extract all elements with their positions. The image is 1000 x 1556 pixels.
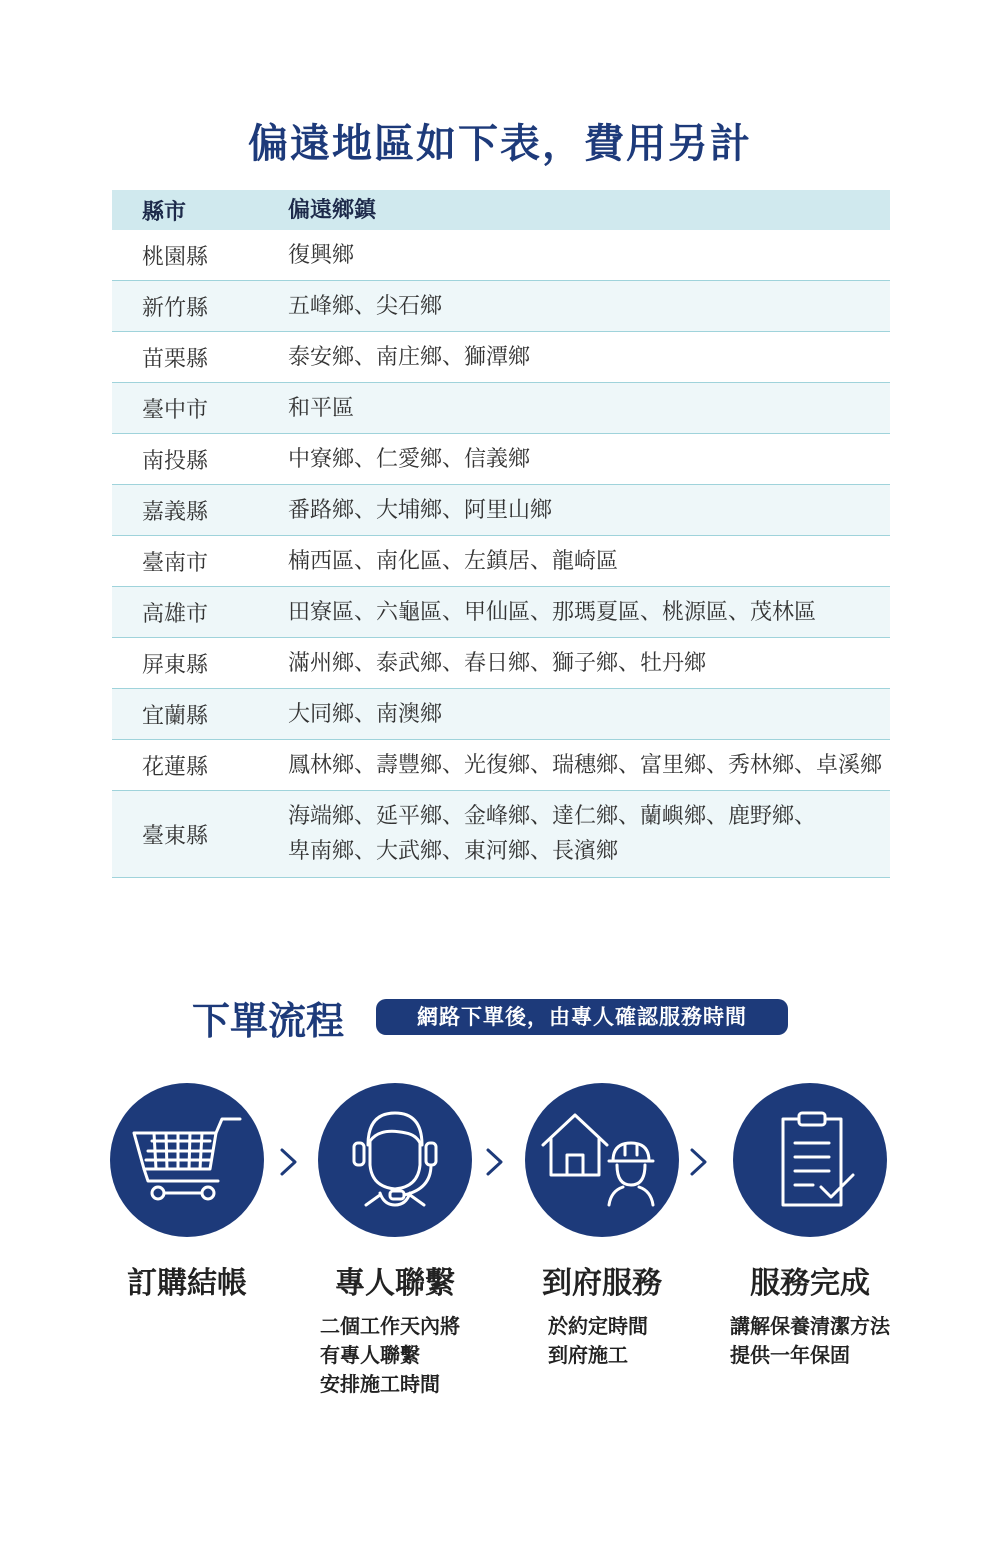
step-2-desc-line: 安排施工時間 xyxy=(320,1372,440,1396)
county-cell: 臺中市 xyxy=(142,397,209,423)
house-worker-icon xyxy=(525,1083,679,1237)
remote-areas-table xyxy=(112,190,890,878)
step-circle-1 xyxy=(110,1083,264,1237)
table-row xyxy=(112,383,890,434)
step-2-title: 專人聯繫 xyxy=(335,1266,455,1301)
step-3-desc xyxy=(548,1312,648,1370)
step-1-title: 訂購結帳 xyxy=(127,1266,247,1301)
table-row xyxy=(112,434,890,485)
county-cell: 臺南市 xyxy=(142,550,209,576)
step-4-desc-line: 提供一年保固 xyxy=(730,1343,850,1367)
county-cell: 花蓮縣 xyxy=(142,754,209,780)
step-3-title: 到府服務 xyxy=(542,1266,662,1301)
towns-cell xyxy=(288,697,890,732)
county-cell: 苗栗縣 xyxy=(142,346,209,372)
table-row xyxy=(112,332,890,383)
table-row xyxy=(112,638,890,689)
headset-agent-icon xyxy=(318,1083,472,1237)
step-4-title: 服務完成 xyxy=(750,1266,870,1301)
step-2-desc xyxy=(320,1312,460,1399)
towns-line: 楠西區、南化區、左鎮居、龍崎區 xyxy=(288,548,619,574)
towns-cell xyxy=(288,442,890,477)
county-cell: 桃園縣 xyxy=(142,244,209,270)
step-2-desc-line: 有專人聯繫 xyxy=(320,1343,420,1367)
table-row xyxy=(112,689,890,740)
towns-cell xyxy=(288,595,890,630)
table-row xyxy=(112,536,890,587)
towns-line: 中寮鄉、仁愛鄉、信義鄉 xyxy=(288,446,531,472)
towns-line: 番路鄉、大埔鄉、阿里山鄉 xyxy=(288,497,553,523)
step-3-desc-line: 於約定時間 xyxy=(548,1314,648,1338)
towns-line: 復興鄉 xyxy=(288,242,355,268)
shopping-cart-icon xyxy=(110,1083,264,1237)
clipboard-check-icon xyxy=(733,1083,887,1237)
table-row xyxy=(112,740,890,791)
county-cell: 高雄市 xyxy=(142,601,209,627)
step-4-desc xyxy=(730,1312,890,1370)
page-title: 偏遠地區如下表，費用另計 xyxy=(248,121,752,167)
towns-cell xyxy=(288,238,890,273)
arrow-1 xyxy=(277,1142,301,1182)
towns-line: 大同鄉、南澳鄉 xyxy=(288,701,443,727)
towns-cell xyxy=(288,289,890,324)
arrow-2 xyxy=(483,1142,507,1182)
towns-cell xyxy=(288,391,890,426)
process-subtitle-badge: 網路下單後，由專人確認服務時間 xyxy=(376,999,788,1035)
table-row xyxy=(112,281,890,332)
table-row xyxy=(112,230,890,281)
towns-line: 海端鄉、延平鄉、金峰鄉、達仁鄉、蘭嶼鄉、鹿野鄉、 xyxy=(288,804,817,829)
county-cell: 南投縣 xyxy=(142,448,209,474)
towns-cell xyxy=(288,646,890,681)
towns-line: 鳳林鄉、壽豐鄉、光復鄉、瑞穗鄉、富里鄉、秀林鄉、卓溪鄉 xyxy=(288,752,883,778)
table-row xyxy=(112,485,890,536)
step-circle-3 xyxy=(525,1083,679,1237)
towns-line: 五峰鄉、尖石鄉 xyxy=(288,293,443,319)
county-cell: 宜蘭縣 xyxy=(142,703,209,729)
arrow-3 xyxy=(687,1142,711,1182)
process-title: 下單流程 xyxy=(192,999,345,1043)
towns-line: 泰安鄉、南庄鄉、獅潭鄉 xyxy=(288,344,531,370)
step-circle-4 xyxy=(733,1083,887,1237)
towns-line: 滿州鄉、泰武鄉、春日鄉、獅子鄉、牡丹鄉 xyxy=(288,650,707,676)
county-cell: 新竹縣 xyxy=(142,295,209,321)
county-cell: 嘉義縣 xyxy=(142,499,209,525)
step-3-desc-line: 到府施工 xyxy=(548,1343,628,1367)
towns-line: 和平區 xyxy=(288,395,355,421)
towns-cell xyxy=(288,544,890,579)
towns-cell xyxy=(288,340,890,375)
table-row xyxy=(112,587,890,638)
towns-line: 卑南鄉、大武鄉、東河鄉、長濱鄉 xyxy=(288,839,619,864)
step-4-desc-line: 講解保養清潔方法 xyxy=(730,1314,890,1338)
step-circle-2 xyxy=(318,1083,472,1237)
towns-line: 田寮區、六龜區、甲仙區、那瑪夏區、桃源區、茂林區 xyxy=(288,599,817,625)
towns-cell xyxy=(288,493,890,528)
step-2-desc-line: 二個工作天內將 xyxy=(320,1314,460,1338)
county-cell: 屏東縣 xyxy=(142,652,209,678)
towns-cell xyxy=(288,799,890,869)
towns-cell xyxy=(288,748,890,783)
county-cell: 臺東縣 xyxy=(142,823,209,849)
table-header xyxy=(112,190,890,230)
header-county: 縣市 xyxy=(142,199,187,225)
header-towns: 偏遠鄉鎮 xyxy=(288,197,377,223)
table-row xyxy=(112,791,890,878)
